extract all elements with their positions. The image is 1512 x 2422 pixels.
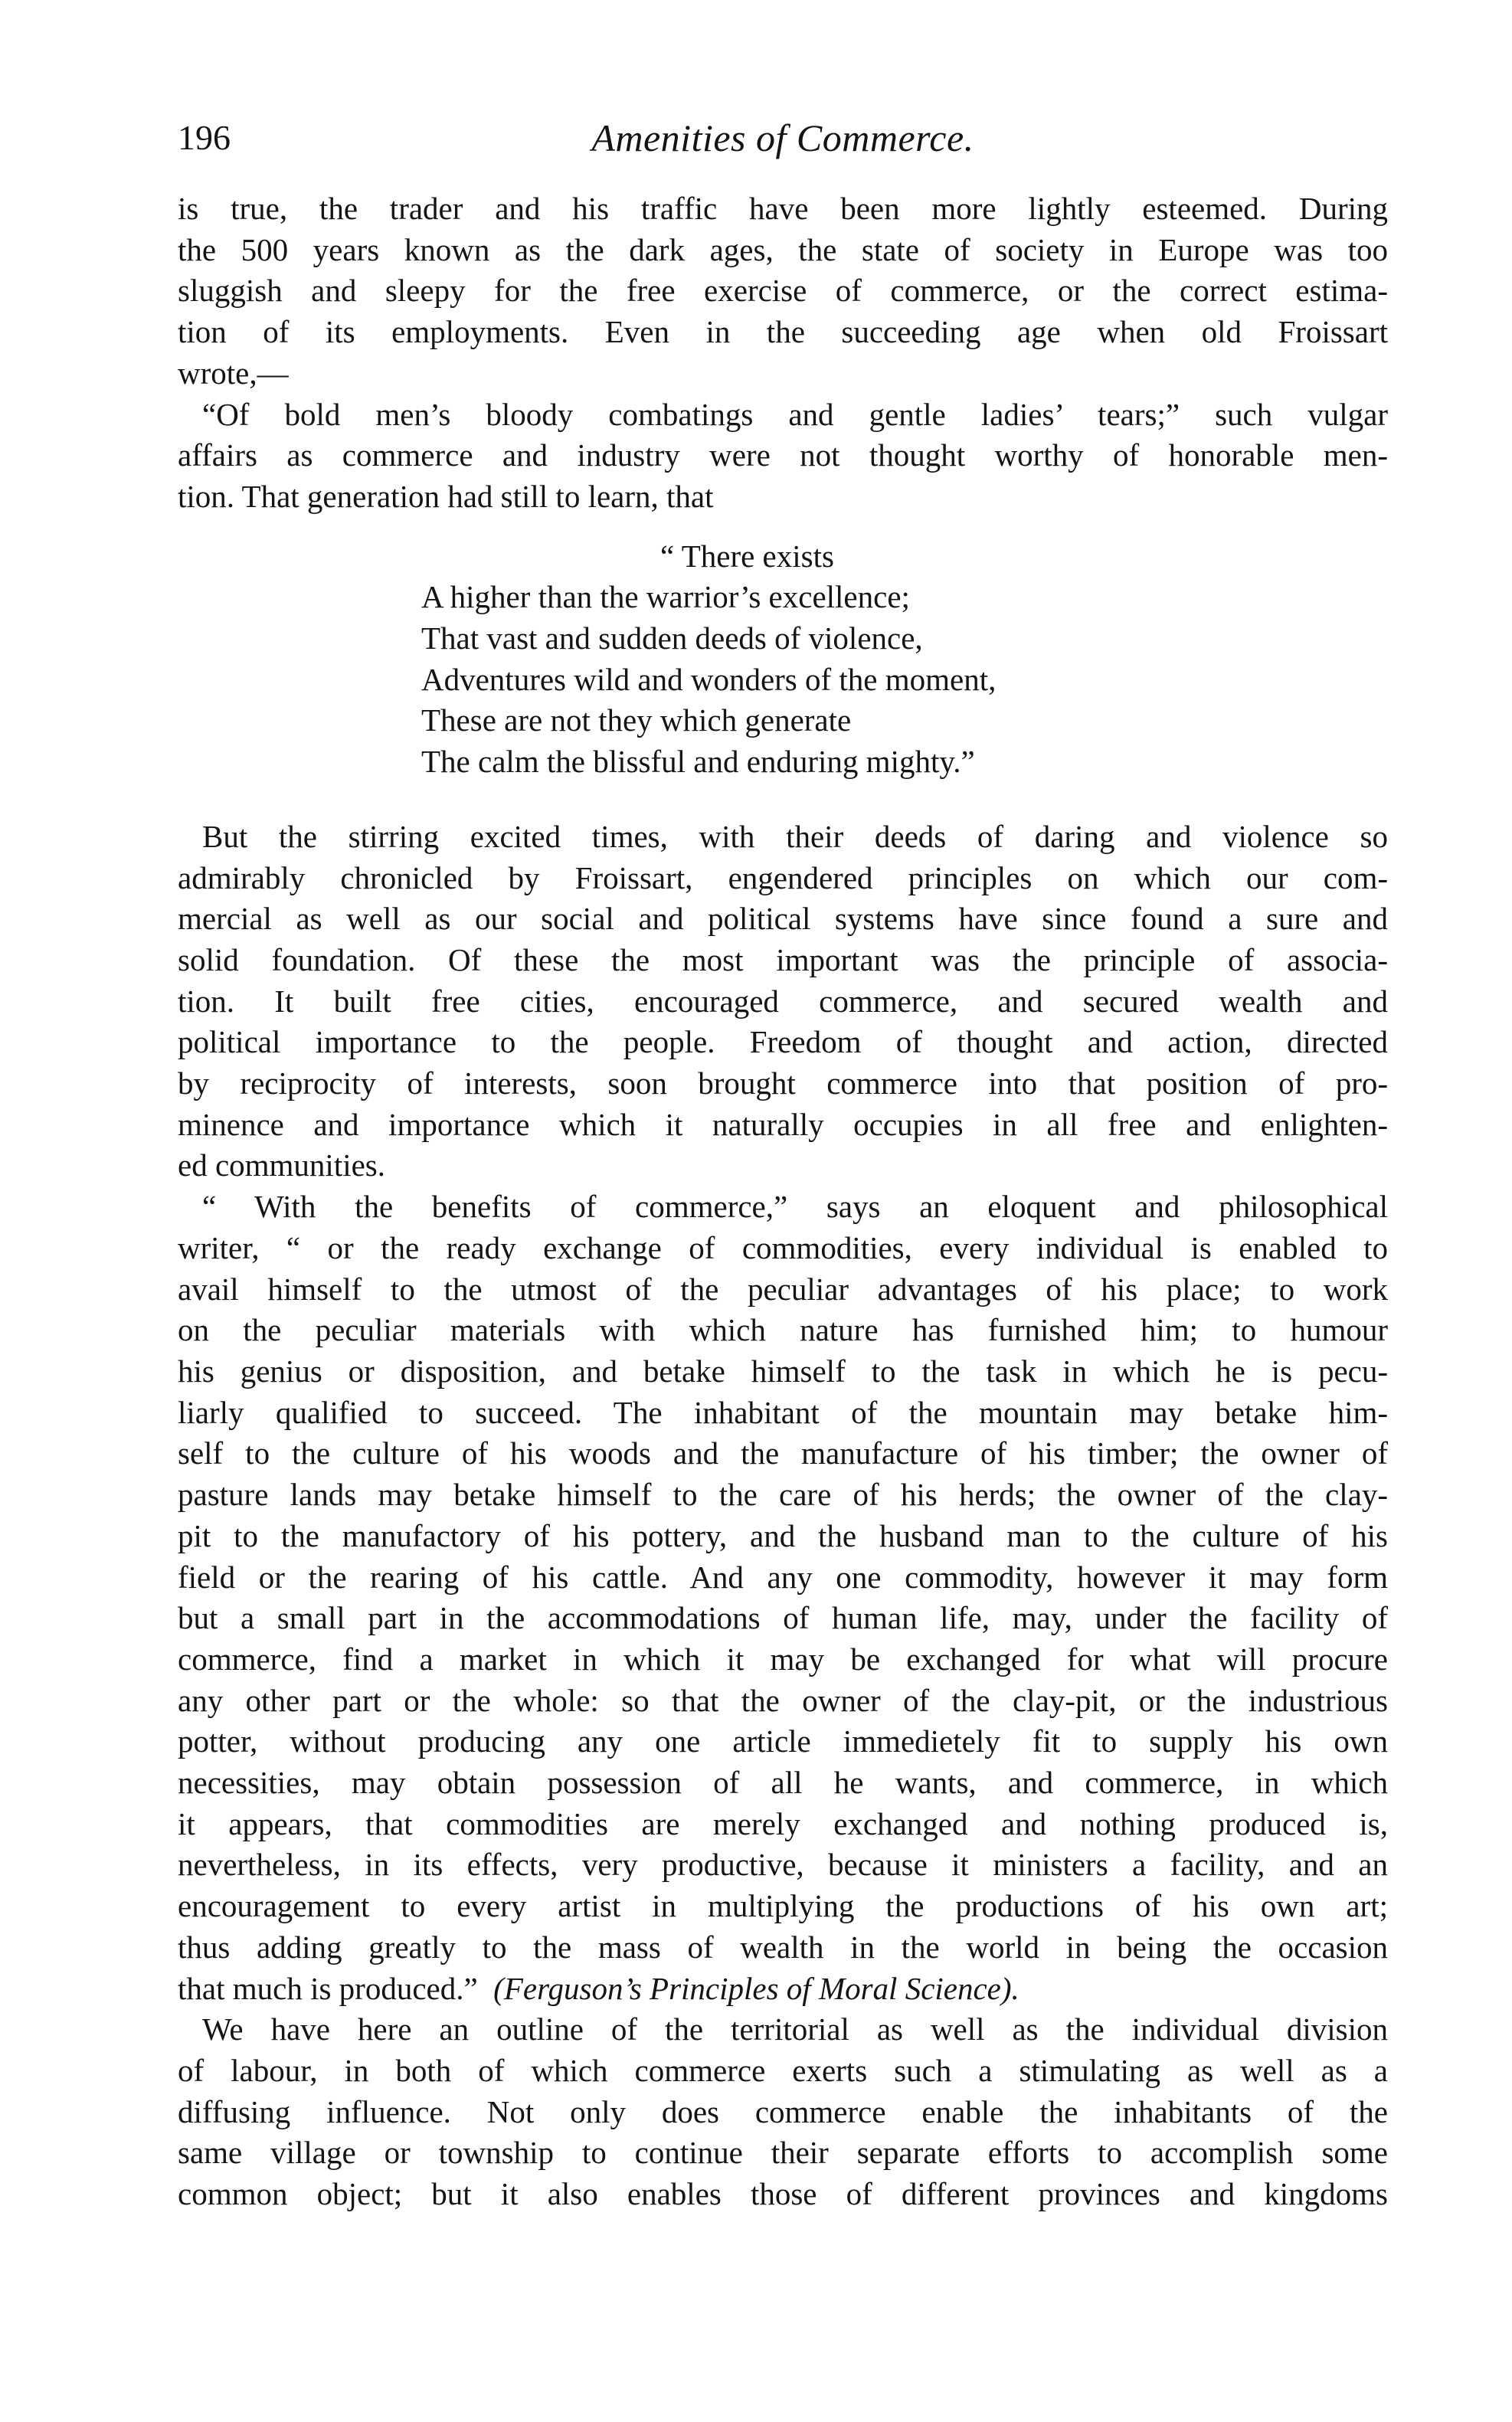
text-line: any other part or the whole: so that the owner of the clay-pit, or the industrious xyxy=(178,1682,1388,1718)
text-line: minence and importance which it naturally occupies in all free and enlighten- xyxy=(178,1106,1388,1142)
page-number: 196 xyxy=(178,118,231,157)
text-line: self to the culture of his woods and the manufacture of his timber; the owner of xyxy=(178,1435,1388,1471)
text-line: common object; but it also enables those of different provinces and kingdoms xyxy=(178,2176,1388,2212)
text-line: his genius or disposition, and betake himself to the task in which he is pecu- xyxy=(178,1353,1388,1389)
verse-line: A higher than the warrior’s excellence; xyxy=(421,579,910,615)
text-line: writer, “ or the ready exchange of commodities, every individual is enabled to xyxy=(178,1229,1388,1265)
text-line: “ With the benefits of commerce,” says an eloquent and philosophical xyxy=(202,1189,1388,1225)
text-line: mercial as well as our social and political systems have since found a sure and xyxy=(178,901,1388,937)
text-line: tion. It built free cities, encouraged commerce, and secured wealth and xyxy=(178,983,1388,1019)
text-line: tion of its employments. Even in the succeeding age when old Froissart xyxy=(178,314,1388,350)
text-line: We have here an outline of the territorial as well as the individual division xyxy=(202,2011,1388,2047)
verse-quotation xyxy=(178,536,1388,783)
text-line: diffusing influence. Not only does commerce enable the inhabitants of the xyxy=(178,2093,1388,2129)
text-line: same village or township to continue their separate efforts to accomplish some xyxy=(178,2135,1388,2171)
text-line: the 500 years known as the dark ages, the state of society in Europe was too xyxy=(178,231,1388,267)
text-line: But the stirring excited times, with their deeds of daring and violence so xyxy=(202,818,1388,854)
text-line: is true, the trader and his traffic have been more lightly esteemed. During xyxy=(178,191,1388,226)
text-line: potter, without producing any one article immedietely fit to supply his own xyxy=(178,1723,1388,1759)
verse-line: The calm the blissful and enduring mighty.” xyxy=(421,744,975,780)
paragraph-1 xyxy=(178,188,1388,394)
text-line: admirably chronicled by Froissart, engendered principles on which our com- xyxy=(178,859,1388,895)
text-line: by reciprocity of interests, soon brought commerce into that position of pro- xyxy=(178,1065,1388,1101)
text-line: political importance to the people. Freedom of thought and action, directed xyxy=(178,1024,1388,1060)
body-text xyxy=(178,188,1388,2215)
running-head xyxy=(178,115,1388,169)
text-line: pit to the manufactory of his pottery, and the husband man to the culture of his xyxy=(178,1517,1388,1553)
verse-line: That vast and sudden deeds of violence, xyxy=(421,620,923,656)
text-line: commerce, find a market in which it may be exchanged for what will procure xyxy=(178,1641,1388,1677)
text-line: sluggish and sleepy for the free exercise of commerce, or the correct estima- xyxy=(178,273,1388,309)
text-line: field or the rearing of his cattle. And any one commodity, however it may form xyxy=(178,1559,1388,1595)
text-line: on the peculiar materials with which nature has furnished him; to humour xyxy=(178,1312,1388,1348)
text-line: affairs as commerce and industry were not thought worthy of honorable men- xyxy=(178,437,1388,473)
paragraph-5 xyxy=(178,2009,1388,2215)
verse-line: These are not they which generate xyxy=(421,702,852,738)
paragraph-3 xyxy=(178,817,1388,1186)
text-line xyxy=(178,1969,1388,2010)
text-line: avail himself to the utmost of the peculiar advantages of his place; to work xyxy=(178,1271,1388,1307)
text-line: encouragement to every artist in multiplying the productions of his own art; xyxy=(178,1888,1388,1924)
text-line: ed communities. xyxy=(178,1147,386,1183)
text-line: liarly qualified to succeed. The inhabitant of the mountain may betake him- xyxy=(178,1394,1388,1430)
text-line: but a small part in the accommodations of human life, may, under the facility of xyxy=(178,1600,1388,1636)
text-line: “Of bold men’s bloody combatings and gentle ladies’ tears;” such vulgar xyxy=(202,396,1388,432)
running-title: Amenities of Commerce. xyxy=(591,116,974,159)
citation: (Ferguson’s Principles of Moral Science). xyxy=(493,1970,1019,2006)
verse-line: “ There exists xyxy=(660,538,834,574)
text-line: of labour, in both of which commerce exerts such a stimulating as well as a xyxy=(178,2052,1388,2088)
text-line: necessities, may obtain possession of all he wants, and commerce, in which xyxy=(178,1765,1388,1801)
quote-end-text: that much is produced.” xyxy=(178,1970,478,2006)
text-line: it appears, that commodities are merely exchanged and nothing produced is, xyxy=(178,1805,1388,1841)
text-line: nevertheless, in its effects, very productive, because it ministers a facility, and an xyxy=(178,1847,1388,1883)
text-line: thus adding greatly to the mass of wealth in the world in being the occasion xyxy=(178,1929,1388,1965)
text-line: pasture lands may betake himself to the care of his herds; the owner of the clay- xyxy=(178,1477,1388,1513)
text-line: tion. That generation had still to learn, that xyxy=(178,478,714,514)
paragraph-2 xyxy=(178,394,1388,518)
paragraph-4 xyxy=(178,1186,1388,2009)
text-line: wrote,— xyxy=(178,355,289,391)
text-line: solid foundation. Of these the most important was the principle of associa- xyxy=(178,941,1388,977)
verse-line: Adventures wild and wonders of the moment, xyxy=(421,661,997,697)
